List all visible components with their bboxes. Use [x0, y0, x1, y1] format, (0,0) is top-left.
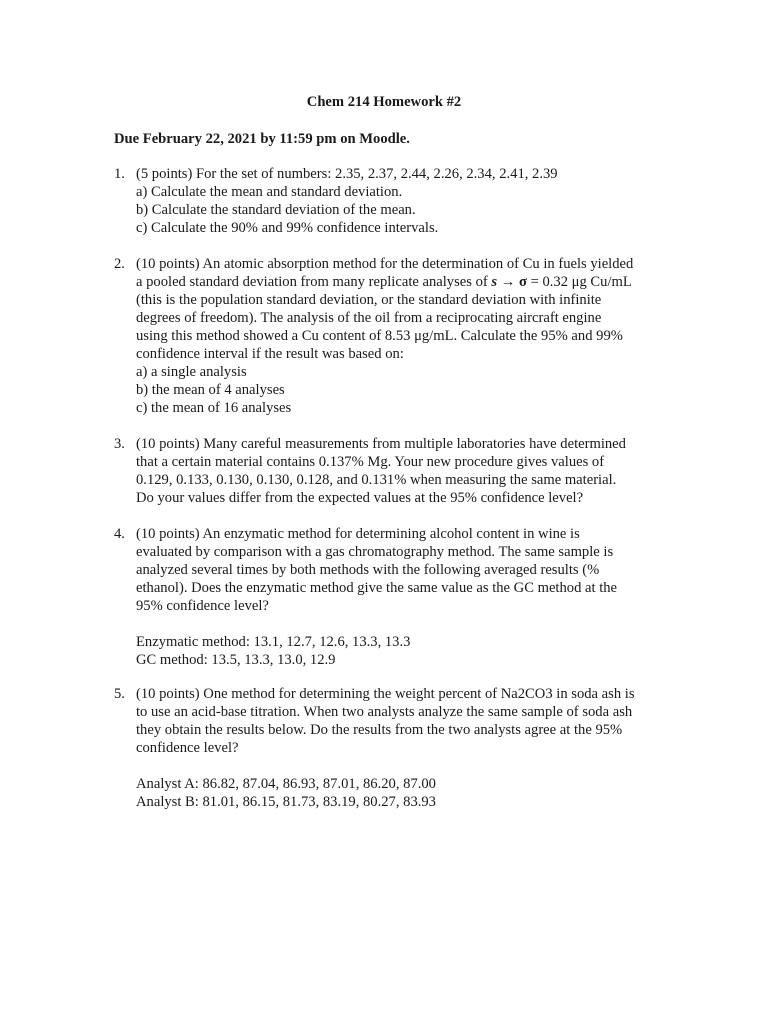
question-line-with-symbols — [136, 273, 676, 291]
question-line: c) Calculate the 90% and 99% confidence intervals. — [136, 220, 439, 236]
question-body — [136, 255, 676, 417]
question-line: 0.129, 0.133, 0.130, 0.130, 0.128, and 0.131% when measuring the same material. — [136, 472, 617, 488]
sigma-symbol: σ — [519, 274, 527, 290]
question-line: that a certain material contains 0.137% Mg. Your new procedure gives values of — [136, 454, 605, 470]
question-line: (this is the population standard deviation, or the standard deviation with infinite — [136, 292, 602, 308]
question-line: (10 points) An enzymatic method for determining alcohol content in wine is — [136, 526, 580, 542]
question-line: b) Calculate the standard deviation of the mean. — [136, 202, 416, 218]
question-body — [136, 685, 676, 811]
question-line: degrees of freedom). The analysis of the oil from a reciprocating aircraft engine — [136, 310, 602, 326]
question-line: analyzed several times by both methods with the following averaged results (% — [136, 562, 600, 578]
question-number: 3. — [114, 436, 125, 452]
question-number: 2. — [114, 256, 125, 272]
question-body — [136, 165, 676, 237]
question-line: confidence level? — [136, 740, 239, 756]
page-title: Chem 214 Homework #2 — [306, 94, 462, 110]
question-body — [136, 435, 676, 507]
data-line: Enzymatic method: 13.1, 12.7, 12.6, 13.3, 13.3 — [136, 634, 411, 650]
question-line: (10 points) One method for determining the weight percent of Na2CO3 in soda ash is — [136, 686, 635, 702]
data-line: Analyst A: 86.82, 87.04, 86.93, 87.01, 86.20, 87.00 — [136, 776, 436, 792]
question-line: ethanol). Does the enzymatic method give the same value as the GC method at the — [136, 580, 618, 596]
question-line: using this method showed a Cu content of 8.53 μg/mL. Calculate the 95% and 99% — [136, 328, 623, 344]
question-line: they obtain the results below. Do the results from the two analysts agree at the 95% — [136, 722, 623, 738]
question-line: (10 points) An atomic absorption method for the determination of Cu in fuels yielded — [136, 256, 634, 272]
question-number: 4. — [114, 526, 125, 542]
line-text: a pooled standard deviation from many replicate analyses of — [136, 274, 492, 290]
question-line: (5 points) For the set of numbers: 2.35, 2.37, 2.44, 2.26, 2.34, 2.41, 2.39 — [136, 166, 558, 182]
question-line: b) the mean of 4 analyses — [136, 382, 285, 398]
question-number: 5. — [114, 686, 125, 702]
question-line: to use an acid-base titration. When two analysts analyze the same sample of soda ash — [136, 704, 633, 720]
spacer — [136, 757, 676, 775]
question-line: confidence interval if the result was based on: — [136, 346, 404, 362]
spacer — [136, 615, 676, 633]
question-line: (10 points) Many careful measurements from multiple laboratories have determined — [136, 436, 626, 452]
right-arrow-icon: → — [500, 274, 516, 290]
question-body — [136, 525, 676, 669]
question-line: Do your values differ from the expected values at the 95% confidence level? — [136, 490, 584, 506]
question-line: a) a single analysis — [136, 364, 247, 380]
question-line: 95% confidence level? — [136, 598, 269, 614]
line-text: = 0.32 μg Cu/mL — [526, 274, 632, 290]
sample-sd-symbol: s — [491, 274, 498, 290]
question-line: evaluated by comparison with a gas chromatography method. The same sample is — [136, 544, 614, 560]
question-line: a) Calculate the mean and standard deviation. — [136, 184, 403, 200]
data-line: GC method: 13.5, 13.3, 13.0, 12.9 — [136, 652, 336, 668]
data-line: Analyst B: 81.01, 86.15, 81.73, 83.19, 80.27, 83.93 — [136, 794, 436, 810]
question-number: 1. — [114, 166, 125, 182]
question-line: c) the mean of 16 analyses — [136, 400, 292, 416]
due-date-line: Due February 22, 2021 by 11:59 pm on Moodle. — [114, 131, 410, 147]
